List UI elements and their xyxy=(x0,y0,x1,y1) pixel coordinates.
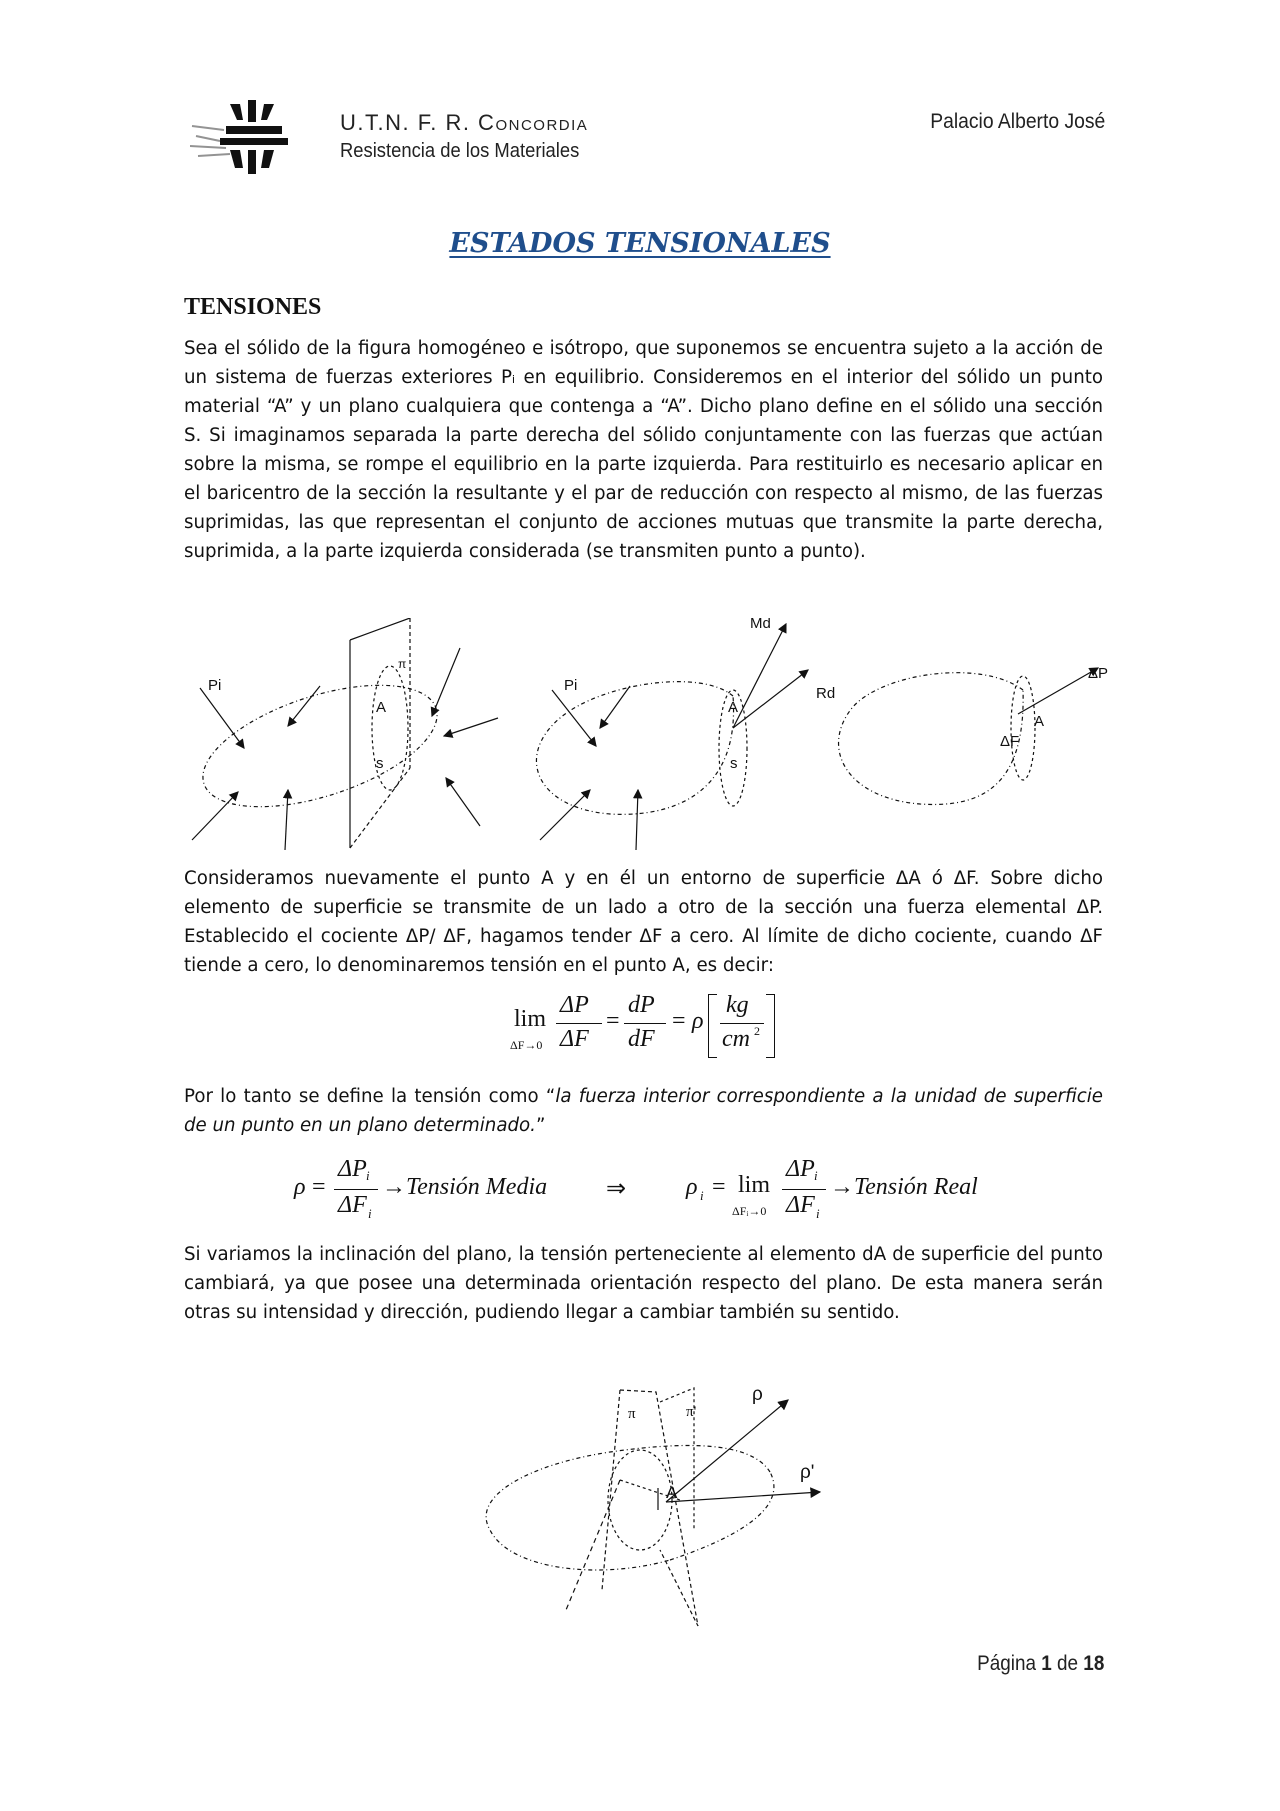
eq2-den-sub: i xyxy=(368,1206,372,1221)
eq1-rho: ρ xyxy=(692,1008,704,1034)
eq1-frac2-num: dP xyxy=(628,992,655,1018)
author-name: Palacio Alberto José xyxy=(929,110,1105,133)
eq1-unit-num: kg xyxy=(726,992,749,1018)
equation-stress-limit: lim ΔF→0 ΔP ΔF = dP dF = ρ kg cm 2 xyxy=(510,992,780,1062)
eq1-unit-den: cm xyxy=(722,1026,750,1052)
figure-section-cut xyxy=(180,618,1110,854)
eq2-label-real: →Tensión Real xyxy=(830,1174,978,1200)
label-a-2: A xyxy=(728,699,739,716)
label-plane-pi: π xyxy=(628,1406,636,1422)
p3-text: Por lo tanto se define la tensión como “ xyxy=(184,1086,556,1107)
label-pi-2: Pi xyxy=(564,677,578,694)
footer-of-word: de xyxy=(1056,1652,1078,1675)
eq2-den-2: ΔF xyxy=(786,1192,815,1218)
footer-page-word: Página xyxy=(976,1652,1036,1675)
eq2-num-sub: i xyxy=(366,1168,370,1183)
label-rho-prime: ρ' xyxy=(800,1462,815,1483)
label-plane-pi-prime: π' xyxy=(686,1404,697,1420)
page-footer xyxy=(977,1652,1104,1676)
paragraph-plane-inclination: Si variamos la inclinación del plano, la tensión perteneciente al elemento dA de superficie del punto cambiará, ya que posee una determinada orientación respecto del plano. De esta manera serán otras su intensidad y dirección, pudiendo llegar a cambiar también su sentido. xyxy=(184,1244,1103,1323)
label-rd: Rd xyxy=(816,685,836,702)
footer-page-number: 1 xyxy=(1040,1652,1052,1675)
eq2-den-sub-2: i xyxy=(816,1206,820,1221)
label-a-3: A xyxy=(1034,713,1045,730)
label-a-1: A xyxy=(376,699,387,716)
eq1-unit-exp: 2 xyxy=(754,1024,760,1038)
eq2-rho-sub: i xyxy=(700,1188,704,1203)
label-delta-f: ΔF xyxy=(1000,733,1020,750)
eq2-num-2: ΔP xyxy=(786,1156,815,1182)
label-s-1: s xyxy=(376,755,384,772)
eq1-frac1-num: ΔP xyxy=(560,992,589,1018)
label-rho: ρ xyxy=(752,1384,763,1405)
figure-panel-1 xyxy=(189,618,498,850)
eq2-label-mean: →Tensión Media xyxy=(382,1174,548,1200)
label-delta-p: ΔP xyxy=(1088,665,1109,682)
eq1-frac1-den: ΔF xyxy=(560,1026,589,1052)
eq1-frac2-den: dF xyxy=(628,1026,655,1052)
footer-page-total: 18 xyxy=(1082,1652,1104,1675)
page-header xyxy=(190,96,1105,176)
page-title: ESTADOS TENSIONALES xyxy=(449,228,831,259)
equation-mean-real-stress: ρ = ΔP i ΔF i →Tensión Media ⇒ ρ i = lim ΔFᵢ→0 ΔP i ΔF i →Tensión Real xyxy=(294,1156,978,1221)
label-s-2: s xyxy=(730,755,738,772)
paragraph-stress-definition xyxy=(184,1082,1103,1140)
eq2-num: ΔP xyxy=(338,1156,367,1182)
label-pi-1: Pi xyxy=(208,677,222,694)
eq1-lim: lim xyxy=(514,1006,547,1032)
eq1-lim-sub: ΔF→0 xyxy=(510,1038,543,1052)
eq2-num-sub-2: i xyxy=(814,1168,818,1183)
institution-name: U.T.N. F. R. Concordia xyxy=(340,110,589,135)
paragraph-intro: Sea el sólido de la figura homogéneo e isótropo, que suponemos se encuentra sujeto a la acción de un sistema de fuerzas exteriores Pᵢ en equilibrio. Consideremos en el interior del sólido un punto material “A” y un plano cualquiera que contenga a “A”. Dicho plano define en el sólido una sección S. Si imaginamos separada la parte derecha del sólido conjuntamente con las fuerzas que actúan sobre la misma, se rompe el equilibrio en la parte izquierda. Para restituirlo es necesario aplicar en el baricentro de la sección la resultante y el par de reducción con respecto al mismo, de las fuerzas suprimidas, las que representan el conjunto de acciones mutuas que transmite la parte derecha, suprimida, a la parte izquierda considerada (se transmiten punto a punto). xyxy=(184,338,1103,562)
figure-panel-2 xyxy=(536,624,808,850)
utn-logo-icon xyxy=(190,96,310,176)
figure-plane-rotation xyxy=(470,1380,850,1630)
eq2-implies: ⇒ xyxy=(606,1176,627,1202)
course-name: Resistencia de los Materiales xyxy=(340,140,580,162)
figure-panel-3 xyxy=(839,668,1098,804)
label-point-a: A xyxy=(666,1483,678,1502)
eq2-lim: lim xyxy=(738,1172,771,1198)
p3-italic: la fuerza interior correspondiente a la unidad de superficie de un punto en un plano determinado. xyxy=(184,1086,1103,1136)
p3-end: ” xyxy=(535,1115,546,1136)
paragraph-definition: Consideramos nuevamente el punto A y en él un entorno de superficie ΔA ó ΔF. Sobre dicho elemento de superficie se transmite de un lado a otro de la sección una fuerza elemental ΔP. Establecido el cociente ΔP/ ΔF, hagamos tender ΔF a cero. Al límite de dicho cociente, cuando ΔF tiende a cero, lo denominaremos tensión en el punto A, es decir: xyxy=(184,868,1103,976)
label-md: Md xyxy=(750,618,771,632)
label-plane-1: π xyxy=(398,657,407,671)
eq2-lim-sub: ΔFᵢ→0 xyxy=(732,1204,767,1218)
eq2-rho-i: ρ xyxy=(686,1174,698,1200)
eq2-rho: ρ xyxy=(294,1174,306,1200)
eq2-den: ΔF xyxy=(338,1192,367,1218)
section-title: TENSIONES xyxy=(184,294,322,320)
